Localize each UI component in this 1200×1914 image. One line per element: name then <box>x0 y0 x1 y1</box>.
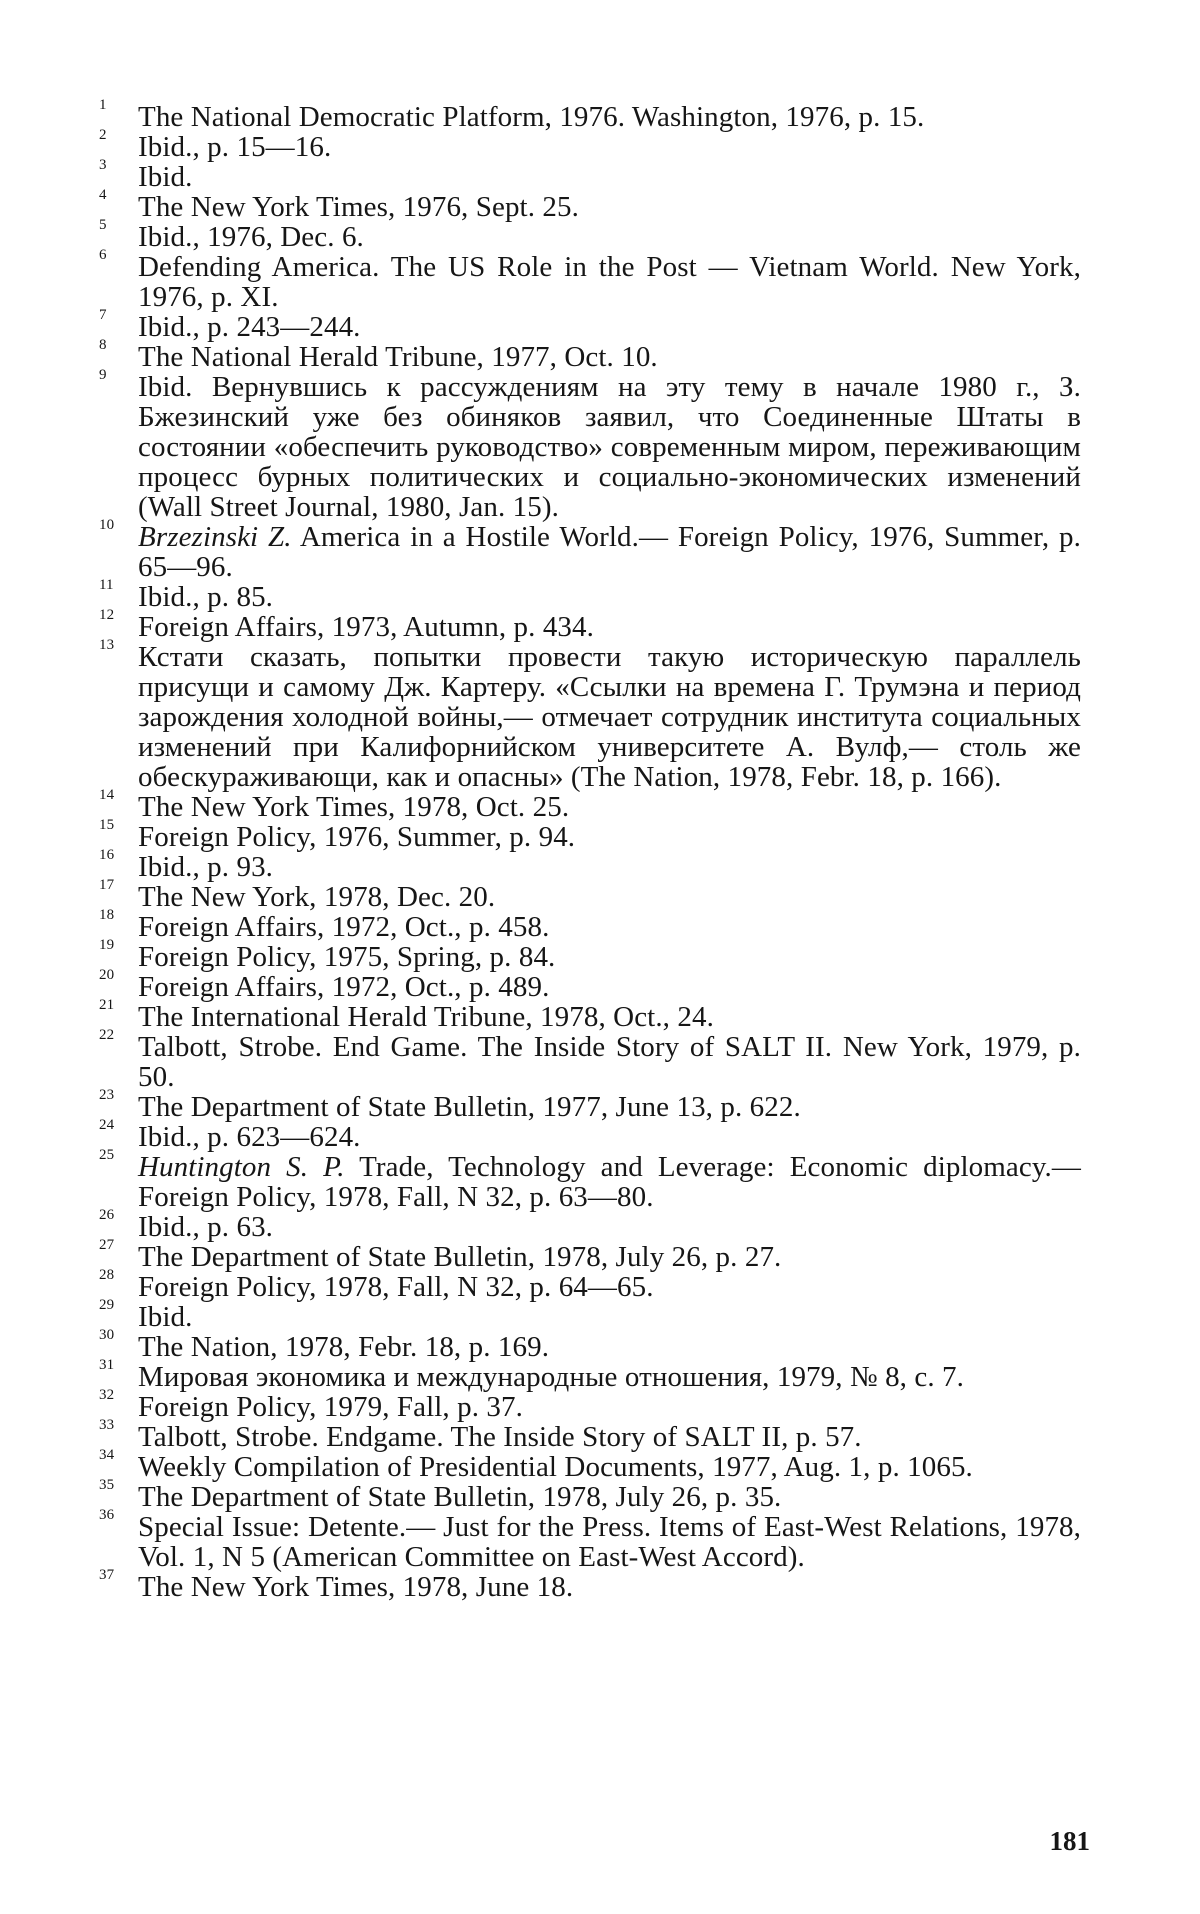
footnote-number: 11 <box>99 577 114 593</box>
footnote <box>99 877 1081 913</box>
footnote-number: 17 <box>99 877 115 893</box>
footnote-text: Ibid., p. 623—624. <box>138 1121 361 1153</box>
footnote-number: 31 <box>99 1357 115 1373</box>
footnote-text: Ibid. <box>138 161 193 193</box>
page-number: 181 <box>1049 1826 1090 1856</box>
footnote <box>99 337 1081 373</box>
footnote-text: The New York Times, 1978, June 18. <box>138 1571 574 1603</box>
footnote-author: Huntington S. P. <box>138 1151 345 1183</box>
footnote <box>99 607 1081 643</box>
footnote-text: Ibid., p. 85. <box>138 581 274 613</box>
footnote-text: Ibid. <box>138 1301 193 1333</box>
footnote-text: Ibid., p. 243—244. <box>138 311 361 343</box>
footnote-text: Ibid., p. 63. <box>138 1211 274 1243</box>
footnote-number: 12 <box>99 607 115 623</box>
footnote-text: Foreign Affairs, 1972, Oct., p. 458. <box>138 911 550 943</box>
footnote <box>99 1087 1081 1123</box>
footnote-number: 23 <box>99 1087 115 1103</box>
footnote <box>99 247 1081 313</box>
footnote <box>99 157 1081 193</box>
footnote-text: Кстати сказать, попытки провести такую историческую параллель присущи и самому Дж. Картеру. «Ссылки на времена Г. Трумэна и период зарождения холодной войны,— отмечает сотрудник института социальных изменений при Калифорнийском университете А. Вулф,— столь же обескураживающи, как и опасны» (The Nation, 1978, Febr. 18, p. 166). <box>138 641 1081 793</box>
footnote <box>99 637 1081 793</box>
footnote-text: The New York Times, 1978, Oct. 25. <box>138 791 570 823</box>
footnote <box>99 1387 1081 1423</box>
footnote-number: 9 <box>99 367 107 383</box>
footnote <box>99 1357 1081 1393</box>
footnote-text: Foreign Policy, 1978, Fall, N 32, p. 64—65. <box>138 1271 654 1303</box>
footnote <box>99 1147 1082 1213</box>
footnote-number: 18 <box>99 907 115 923</box>
footnote <box>99 1447 1081 1483</box>
footnote <box>99 937 1081 973</box>
footnote-number: 28 <box>99 1267 115 1283</box>
footnote-number: 15 <box>99 817 115 833</box>
footnote-text: Foreign Policy, 1976, Summer, p. 94. <box>138 821 576 853</box>
footnote-text: The National Herald Tribune, 1977, Oct. 10. <box>138 341 658 373</box>
footnote <box>99 1567 1081 1603</box>
footnote <box>99 907 1081 943</box>
footnote-number: 5 <box>99 217 107 233</box>
footnote-text: The Department of State Bulletin, 1977, June 13, p. 622. <box>138 1091 801 1123</box>
footnote-text: The New York, 1978, Dec. 20. <box>138 881 496 913</box>
footnote-number: 1 <box>99 97 107 113</box>
footnote <box>99 97 1081 133</box>
footnote-number: 25 <box>99 1147 115 1163</box>
footnote-number: 16 <box>99 847 115 863</box>
footnote <box>99 217 1081 253</box>
footnote-text: Defending America. The US Role in the Post — Vietnam World. New York, 1976, p. XI. <box>138 251 1081 313</box>
footnote-text: Foreign Affairs, 1972, Oct., p. 489. <box>138 971 550 1003</box>
footnote-text: Trade, Technology and Leverage: Economic diplomacy.— Foreign Policy, 1978, Fall, N 32, p. 63—80. <box>138 1151 1082 1213</box>
footnote-text: America in a Hostile World.— Foreign Policy, 1976, Summer, p. 65—96. <box>138 521 1081 583</box>
footnote-number: 4 <box>99 187 107 203</box>
footnote-text: Ibid., p. 93. <box>138 851 274 883</box>
footnote <box>99 817 1081 853</box>
footnote <box>99 847 1081 883</box>
footnote-number: 22 <box>99 1027 115 1043</box>
footnote <box>99 187 1081 223</box>
footnote-number: 30 <box>99 1327 115 1343</box>
footnote-number: 37 <box>99 1567 115 1583</box>
footnote-number: 21 <box>99 997 115 1013</box>
footnote-number: 26 <box>99 1207 115 1223</box>
footnote-number: 2 <box>99 127 107 143</box>
footnote-number: 24 <box>99 1117 115 1133</box>
footnote-number: 10 <box>99 517 115 533</box>
footnote-text: Ibid., 1976, Dec. 6. <box>138 221 364 253</box>
footnote-text: Foreign Affairs, 1973, Autumn, p. 434. <box>138 611 594 643</box>
footnote-text: Ibid., p. 15—16. <box>138 131 332 163</box>
footnote-number: 14 <box>99 787 115 803</box>
footnote-number: 6 <box>99 247 107 263</box>
footnote <box>99 967 1081 1003</box>
footnote-text: The International Herald Tribune, 1978, Oct., 24. <box>138 1001 714 1033</box>
footnote <box>99 577 1081 613</box>
footnote <box>99 127 1081 163</box>
footnote <box>99 787 1081 823</box>
footnote <box>99 1297 1081 1333</box>
footnote-number: 29 <box>99 1297 115 1313</box>
footnote-text: Talbott, Strobe. End Game. The Inside Story of SALT II. New York, 1979, p. 50. <box>138 1031 1081 1093</box>
footnote-number: 32 <box>99 1387 115 1403</box>
footnote-text: Foreign Policy, 1975, Spring, p. 84. <box>138 941 556 973</box>
footnote-number: 13 <box>99 637 115 653</box>
footnote-text: Weekly Compilation of Presidential Documents, 1977, Aug. 1, p. 1065. <box>138 1451 973 1483</box>
footnotes-list <box>99 97 1082 1603</box>
footnote <box>99 1477 1081 1513</box>
footnote-number: 35 <box>99 1477 115 1493</box>
footnote <box>99 1117 1081 1153</box>
footnote-text: The New York Times, 1976, Sept. 25. <box>138 191 579 223</box>
footnote <box>99 1267 1081 1303</box>
footnote-text: Special Issue: Detente.— Just for the Press. Items of East-West Relations, 1978, Vol. 1, N 5 (American Committee on East-West Accord). <box>138 1511 1081 1573</box>
footnote <box>99 997 1081 1033</box>
footnote-author: Brzezinski Z. <box>138 521 292 553</box>
footnote-number: 20 <box>99 967 115 983</box>
footnote <box>99 1417 1081 1453</box>
footnote-text: Talbott, Strobe. Endgame. The Inside Story of SALT II, p. 57. <box>138 1421 862 1453</box>
footnote-number: 27 <box>99 1237 115 1253</box>
footnote-text: The Nation, 1978, Febr. 18, p. 169. <box>138 1331 550 1363</box>
footnote-number: 8 <box>99 337 107 353</box>
footnote-text: Мировая экономика и международные отношения, 1979, № 8, с. 7. <box>138 1361 965 1393</box>
footnote-text: The National Democratic Platform, 1976. Washington, 1976, p. 15. <box>138 101 925 133</box>
footnote-text: The Department of State Bulletin, 1978, July 26, p. 35. <box>138 1481 782 1513</box>
footnote-text: The Department of State Bulletin, 1978, July 26, p. 27. <box>138 1241 782 1273</box>
footnote <box>99 1237 1081 1273</box>
footnote-text: Ibid. Вернувшись к рассуждениям на эту тему в начале 1980 г., З. Бжезинский уже без обиняков заявил, что Соединенные Штаты в состоянии «обеспечить руководство» современным миром, переживающим процесс бурных политических и социально-экономических изменений (Wall Street Journal, 1980, Jan. 15). <box>138 371 1081 523</box>
footnote-number: 36 <box>99 1507 115 1523</box>
footnote <box>99 1327 1081 1363</box>
footnote-number: 3 <box>99 157 107 173</box>
footnote-text: Foreign Policy, 1979, Fall, p. 37. <box>138 1391 523 1423</box>
footnote <box>99 1207 1081 1243</box>
footnote <box>99 307 1081 343</box>
footnote-number: 7 <box>99 307 107 323</box>
footnote-number: 34 <box>99 1447 115 1463</box>
footnote <box>99 1507 1081 1573</box>
footnote-number: 19 <box>99 937 115 953</box>
footnote <box>99 1027 1081 1093</box>
footnote <box>99 517 1081 583</box>
footnote <box>99 367 1081 523</box>
footnote-number: 33 <box>99 1417 115 1433</box>
